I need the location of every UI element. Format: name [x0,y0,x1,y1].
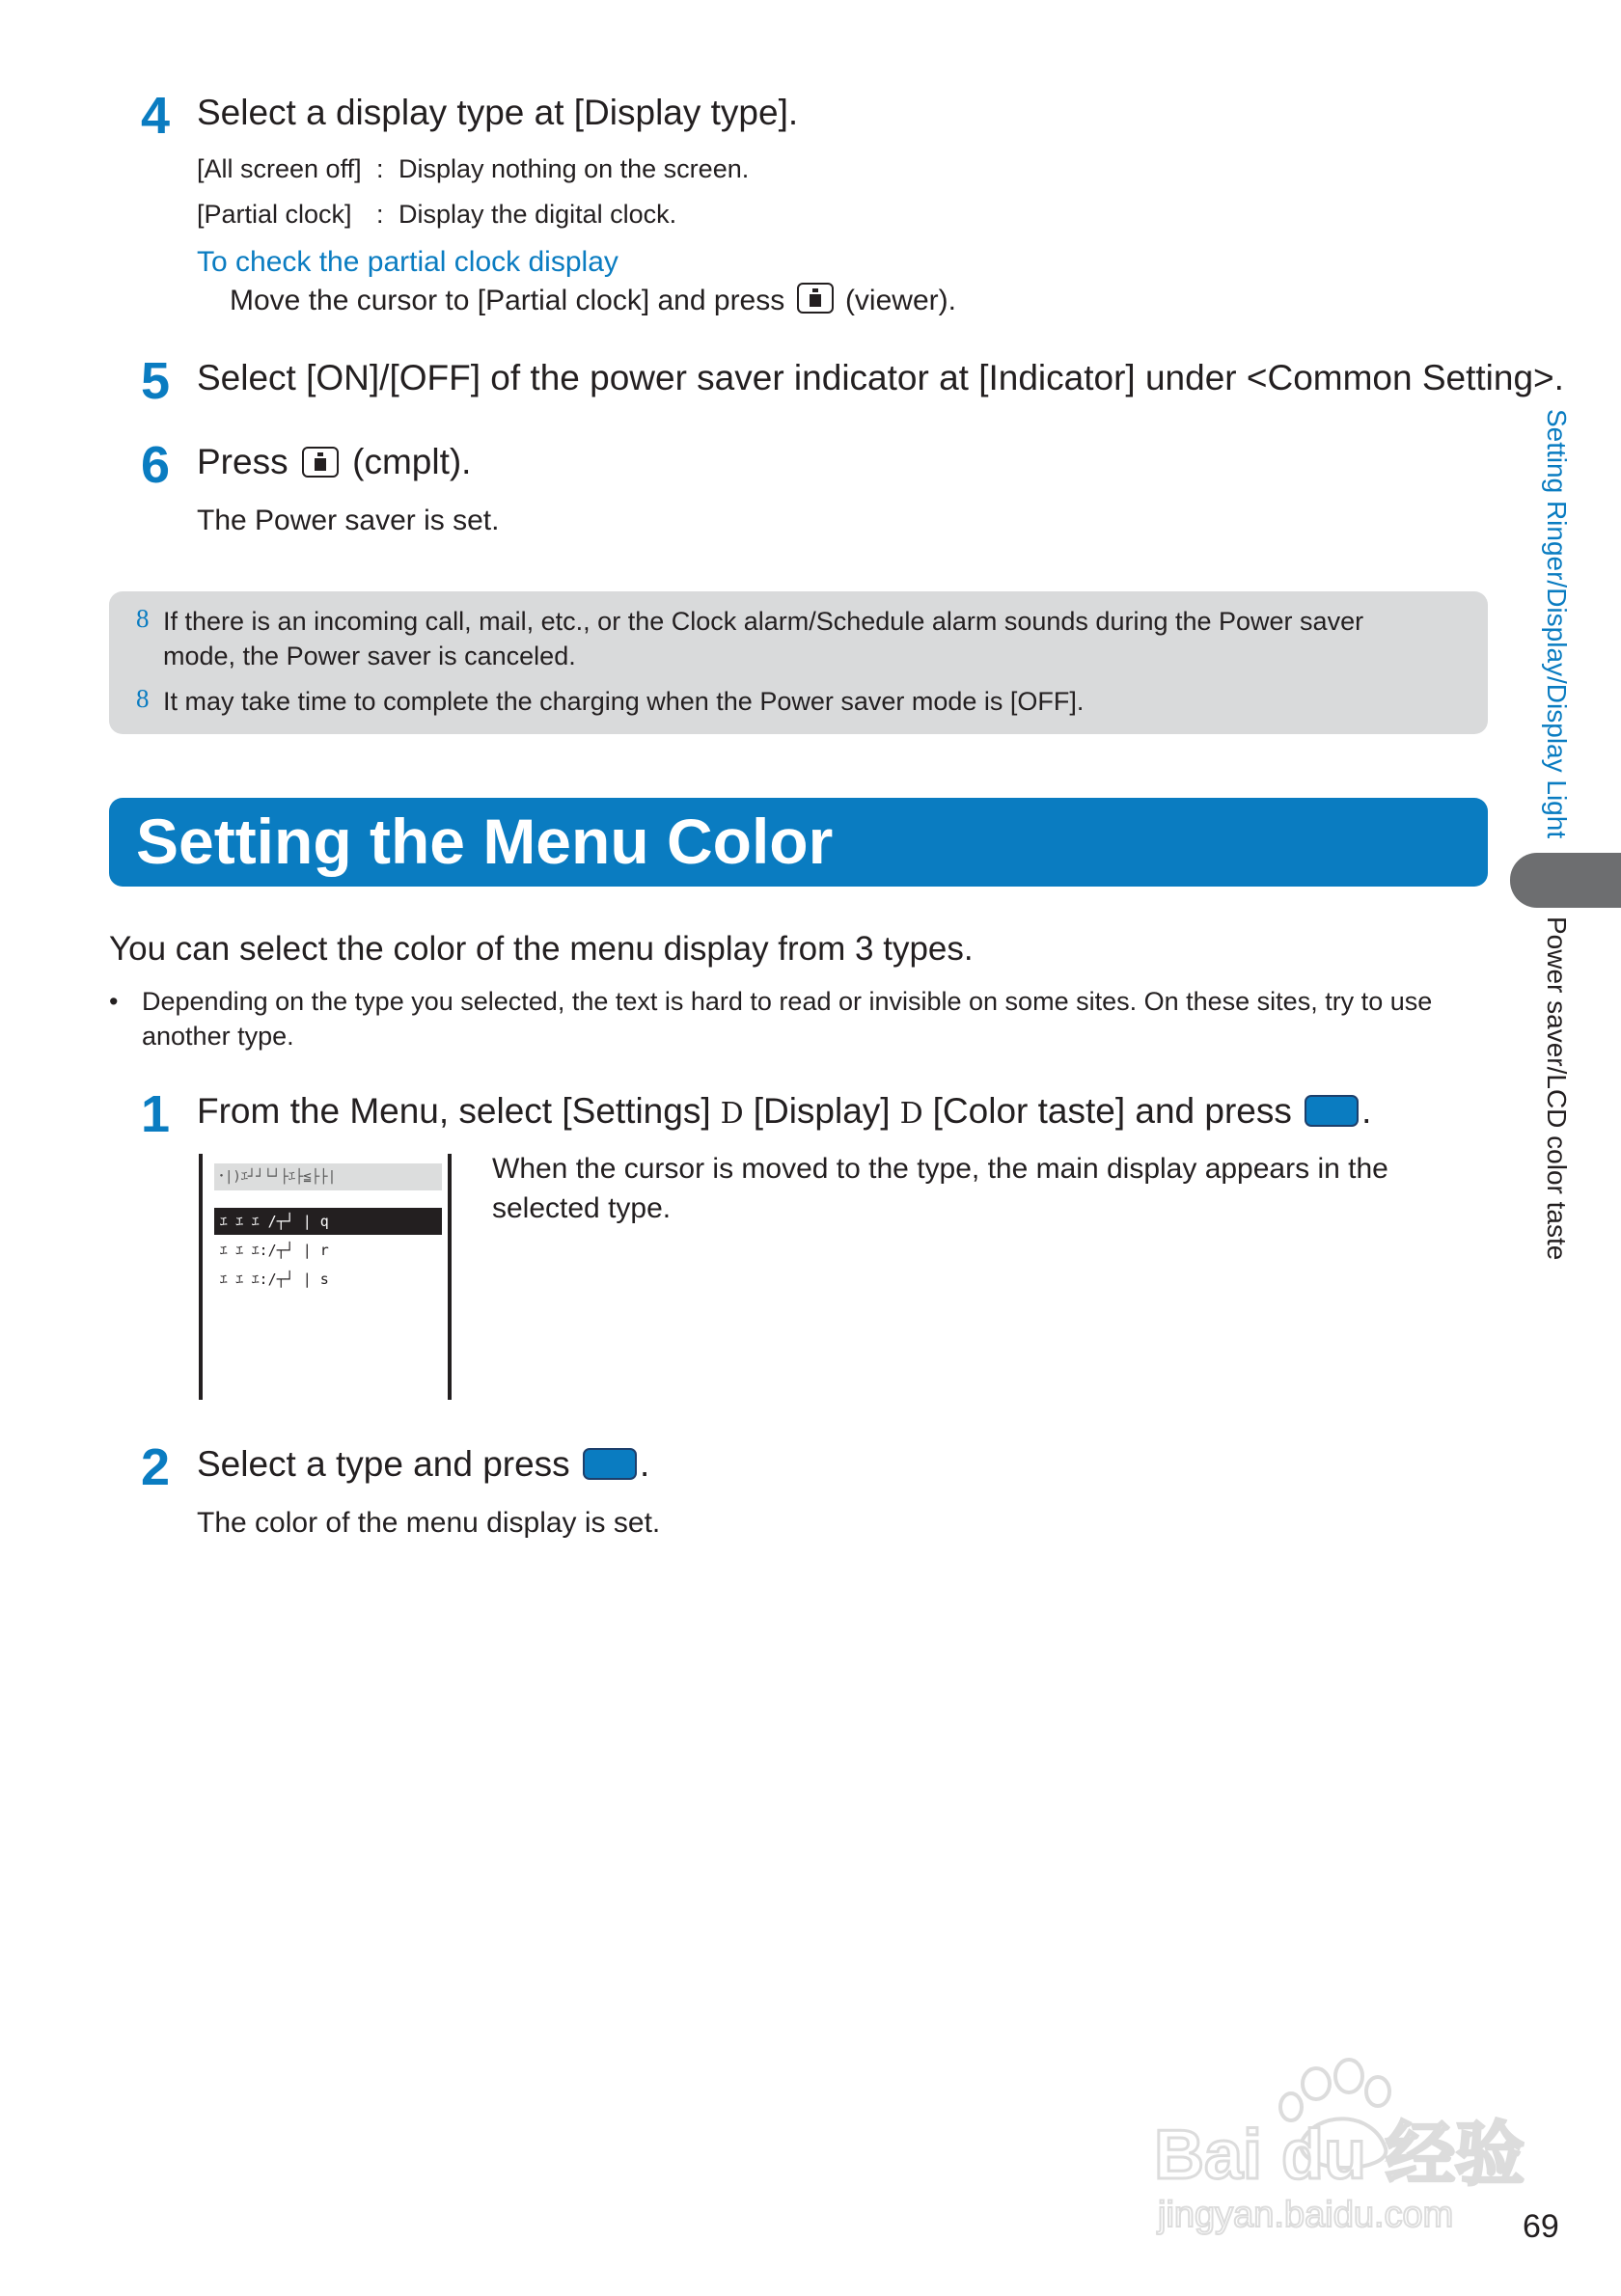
step-title-text: [Color taste] and press [932,1091,1292,1131]
step-description: The Power saver is set. [197,505,500,536]
step-description: When the cursor is moved to the type, the main display appears in the [492,1153,1388,1185]
page-number: 69 [1523,2208,1559,2245]
step-number: 5 [141,352,171,410]
step-number: 2 [141,1438,171,1496]
side-tab-marker [1510,853,1621,908]
screen-list-item: ｴ ｴ ｴ:/┬┘ | s [220,1271,329,1288]
step-title-text: . [639,1444,650,1484]
note-marker-icon: 8 [136,604,150,633]
i-mode-key-icon [302,447,339,478]
step-title-text: Select a type and press [197,1444,570,1484]
screen-header [214,1163,442,1190]
step-title-text: . [1361,1091,1372,1131]
definition-text: Display nothing on the screen. [398,154,750,183]
step-title [197,1090,1371,1133]
step-description: selected type. [492,1192,672,1224]
definition-separator: : [376,200,384,229]
watermark-brand: Bai du 经验 [1154,2117,1525,2194]
bullet-text: another type. [142,1022,294,1051]
bullet-mark: • [109,987,119,1016]
bullet-text: Depending on the type you selected, the text is hard to read or invisible on some sites. On these sites, try to use [142,987,1433,1016]
screen-header-text: ･|)ｴ┘┘└┘├ｴ├≦├├| [218,1169,337,1185]
i-mode-key-icon [797,283,834,314]
watermark-url: jingyan.baidu.com [1158,2195,1454,2235]
step-title [197,441,471,483]
step-number: 4 [141,87,171,145]
instruction-text: (viewer). [844,285,956,316]
note-text: If there is an incoming call, mail, etc., or the Clock alarm/Schedule alarm sounds during the Power saver [163,607,1364,636]
step-title: Select [ON]/[OFF] of the power saver indicator at [Indicator] under <Common Setting>. [197,358,1564,397]
instruction-line [230,283,956,318]
screen-border-right [448,1154,452,1400]
instruction-text: Move the cursor to [Partial clock] and press [230,285,785,316]
screen-list-item: ｴ ｴ ｴ:/┬┘ | r [220,1242,329,1259]
side-section-label: Power saver/LCD color taste [1542,916,1572,1261]
center-key-icon [583,1448,637,1480]
step-number: 1 [141,1085,171,1143]
step-title-text: (cmplt). [352,442,472,481]
phone-screen-mock [199,1154,452,1400]
menu-arrow-icon: D [720,1097,744,1131]
section-banner [109,798,1488,887]
screen-border-left [199,1154,203,1400]
side-chapter-label: Setting Ringer/Display/Display Light [1542,409,1572,839]
note-box [109,591,1488,734]
note-marker-icon: 8 [136,684,150,713]
note-text: It may take time to complete the charging when the Power saver mode is [OFF]. [163,687,1085,716]
menu-arrow-icon: D [899,1097,923,1131]
step-title-text: From the Menu, select [Settings] [197,1091,711,1131]
section-intro: You can select the color of the menu display from 3 types. [109,930,974,968]
definition-term: [Partial clock] [197,200,352,229]
baidu-watermark [1146,2057,1527,2235]
step-number: 6 [141,436,171,494]
section-title: Setting the Menu Color [136,806,834,877]
definition-term: [All screen off] [197,154,362,183]
step-title-text: Press [197,442,288,481]
note-text: mode, the Power saver is canceled. [163,642,576,670]
subheading: To check the partial clock display [197,246,618,278]
center-key-icon [1305,1095,1359,1127]
definition-text: Display the digital clock. [398,200,677,229]
definition-separator: : [376,154,384,183]
step-title-text: [Display] [753,1091,891,1131]
step-title [197,1443,649,1486]
step-description: The color of the menu display is set. [197,1507,661,1539]
step-title: Select a display type at [Display type]. [197,93,799,132]
screen-list-item: ｴ ｴ ｴ /┬┘ | q [214,1208,442,1235]
